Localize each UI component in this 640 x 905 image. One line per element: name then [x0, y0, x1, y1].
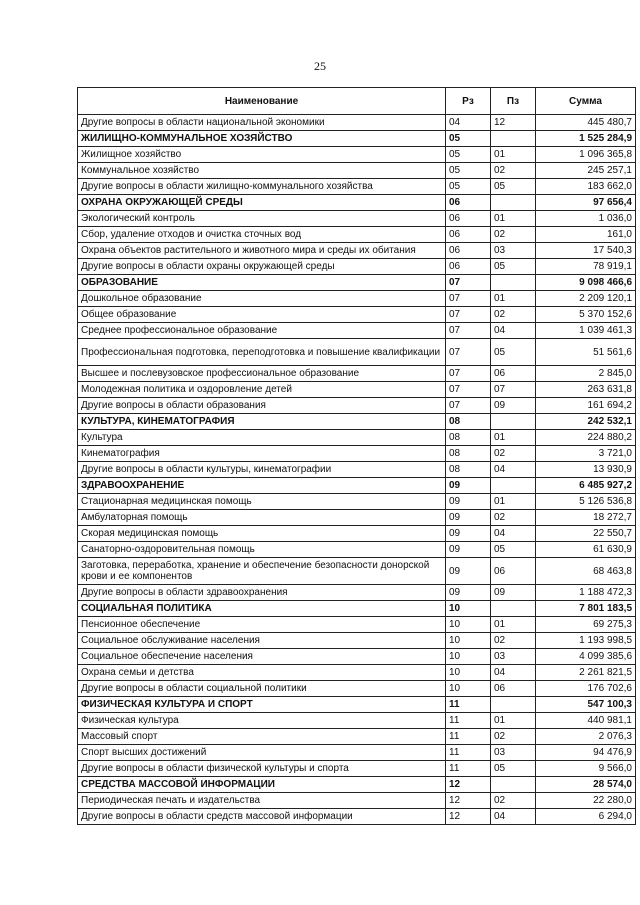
cell-rz: 11: [446, 745, 491, 761]
cell-sum: 94 476,9: [536, 745, 636, 761]
cell-name: Другие вопросы в области социальной политики: [78, 681, 446, 697]
table-row: [78, 227, 636, 243]
table-row: [78, 665, 636, 681]
cell-sum: 440 981,1: [536, 713, 636, 729]
section-row: [78, 195, 636, 211]
cell-rz: 07: [446, 323, 491, 339]
cell-rz: 05: [446, 147, 491, 163]
table-row: [78, 793, 636, 809]
cell-pz: 01: [491, 713, 536, 729]
cell-name: Другие вопросы в области здравоохранения: [78, 585, 446, 601]
cell-pz: [491, 601, 536, 617]
cell-sum: 9 098 466,6: [536, 275, 636, 291]
cell-sum: 547 100,3: [536, 697, 636, 713]
table-row: [78, 291, 636, 307]
cell-name: Амбулаторная помощь: [78, 510, 446, 526]
cell-name: Профессиональная подготовка, переподготовка и повышение квалификации: [78, 339, 446, 366]
table-body: [78, 115, 636, 825]
cell-pz: 02: [491, 729, 536, 745]
cell-sum: 224 880,2: [536, 430, 636, 446]
cell-rz: 12: [446, 809, 491, 825]
cell-pz: 02: [491, 227, 536, 243]
cell-sum: 161 694,2: [536, 398, 636, 414]
cell-pz: 02: [491, 793, 536, 809]
cell-rz: 05: [446, 163, 491, 179]
cell-name: Другие вопросы в области культуры, кинематографии: [78, 462, 446, 478]
cell-name: Другие вопросы в области жилищно-коммунального хозяйства: [78, 179, 446, 195]
cell-rz: 08: [446, 430, 491, 446]
cell-rz: 09: [446, 558, 491, 585]
cell-sum: 1 193 998,5: [536, 633, 636, 649]
table-header-row: [78, 88, 636, 115]
cell-sum: 2 076,3: [536, 729, 636, 745]
cell-rz: 09: [446, 542, 491, 558]
cell-sum: 68 463,8: [536, 558, 636, 585]
table-row: [78, 494, 636, 510]
section-row: [78, 601, 636, 617]
table-row: [78, 633, 636, 649]
table-row: [78, 243, 636, 259]
cell-pz: 01: [491, 430, 536, 446]
table-row: [78, 585, 636, 601]
cell-rz: 07: [446, 339, 491, 366]
cell-rz: 09: [446, 526, 491, 542]
cell-name: Физическая культура: [78, 713, 446, 729]
cell-pz: 05: [491, 339, 536, 366]
table-row: [78, 259, 636, 275]
cell-sum: 1 036,0: [536, 211, 636, 227]
cell-pz: 02: [491, 307, 536, 323]
cell-name: СРЕДСТВА МАССОВОЙ ИНФОРМАЦИИ: [78, 777, 446, 793]
cell-rz: 04: [446, 115, 491, 131]
cell-pz: 09: [491, 585, 536, 601]
cell-name: Периодическая печать и издательства: [78, 793, 446, 809]
cell-rz: 06: [446, 227, 491, 243]
cell-pz: 03: [491, 243, 536, 259]
cell-pz: [491, 777, 536, 793]
cell-rz: 09: [446, 510, 491, 526]
cell-rz: 10: [446, 665, 491, 681]
table-row: [78, 713, 636, 729]
table-row: [78, 323, 636, 339]
cell-sum: 22 280,0: [536, 793, 636, 809]
cell-sum: 242 532,1: [536, 414, 636, 430]
table-row: [78, 147, 636, 163]
cell-sum: 263 631,8: [536, 382, 636, 398]
table-row: [78, 398, 636, 414]
table-row: [78, 558, 636, 585]
cell-pz: 04: [491, 809, 536, 825]
cell-name: Коммунальное хозяйство: [78, 163, 446, 179]
cell-sum: 2 261 821,5: [536, 665, 636, 681]
header-name: Наименование: [78, 88, 446, 115]
cell-sum: 69 275,3: [536, 617, 636, 633]
cell-pz: [491, 131, 536, 147]
cell-rz: 07: [446, 382, 491, 398]
table-row: [78, 617, 636, 633]
table-row: [78, 366, 636, 382]
cell-sum: 2 845,0: [536, 366, 636, 382]
cell-pz: 01: [491, 494, 536, 510]
table-row: [78, 382, 636, 398]
cell-sum: 7 801 183,5: [536, 601, 636, 617]
cell-pz: 07: [491, 382, 536, 398]
cell-name: ЗДРАВООХРАНЕНИЕ: [78, 478, 446, 494]
cell-rz: 10: [446, 633, 491, 649]
cell-sum: 1 525 284,9: [536, 131, 636, 147]
cell-rz: 07: [446, 291, 491, 307]
cell-name: ОБРАЗОВАНИЕ: [78, 275, 446, 291]
cell-rz: 05: [446, 131, 491, 147]
cell-rz: 08: [446, 414, 491, 430]
cell-name: Спорт высших достижений: [78, 745, 446, 761]
cell-pz: 01: [491, 147, 536, 163]
table-row: [78, 462, 636, 478]
cell-rz: 09: [446, 494, 491, 510]
cell-name: Скорая медицинская помощь: [78, 526, 446, 542]
cell-pz: 02: [491, 510, 536, 526]
cell-name: Сбор, удаление отходов и очистка сточных вод: [78, 227, 446, 243]
cell-rz: 07: [446, 307, 491, 323]
cell-sum: 4 099 385,6: [536, 649, 636, 665]
cell-pz: [491, 478, 536, 494]
table-row: [78, 163, 636, 179]
cell-pz: 09: [491, 398, 536, 414]
cell-pz: 12: [491, 115, 536, 131]
cell-sum: 161,0: [536, 227, 636, 243]
cell-pz: 02: [491, 446, 536, 462]
table-row: [78, 179, 636, 195]
cell-name: Другие вопросы в области национальной экономики: [78, 115, 446, 131]
budget-table: [77, 87, 636, 825]
cell-rz: 10: [446, 681, 491, 697]
cell-rz: 12: [446, 793, 491, 809]
cell-pz: 06: [491, 681, 536, 697]
cell-name: Социальное обслуживание населения: [78, 633, 446, 649]
cell-rz: 11: [446, 761, 491, 777]
section-row: [78, 275, 636, 291]
cell-rz: 10: [446, 649, 491, 665]
cell-pz: 06: [491, 366, 536, 382]
cell-sum: 2 209 120,1: [536, 291, 636, 307]
cell-pz: 04: [491, 323, 536, 339]
section-row: [78, 697, 636, 713]
cell-name: Жилищное хозяйство: [78, 147, 446, 163]
cell-pz: [491, 414, 536, 430]
cell-rz: 05: [446, 179, 491, 195]
cell-sum: 5 370 152,6: [536, 307, 636, 323]
cell-pz: [491, 697, 536, 713]
cell-sum: 18 272,7: [536, 510, 636, 526]
header-rz: Рз: [446, 88, 491, 115]
cell-pz: 05: [491, 542, 536, 558]
cell-rz: 11: [446, 697, 491, 713]
cell-name: Высшее и послевузовское профессиональное образование: [78, 366, 446, 382]
cell-rz: 09: [446, 585, 491, 601]
cell-sum: 6 485 927,2: [536, 478, 636, 494]
cell-pz: [491, 275, 536, 291]
cell-sum: 245 257,1: [536, 163, 636, 179]
table-row: [78, 542, 636, 558]
cell-pz: 05: [491, 761, 536, 777]
cell-pz: 05: [491, 179, 536, 195]
cell-pz: 01: [491, 211, 536, 227]
cell-rz: 08: [446, 462, 491, 478]
header-sum: Сумма: [536, 88, 636, 115]
cell-name: Массовый спорт: [78, 729, 446, 745]
cell-sum: 78 919,1: [536, 259, 636, 275]
cell-rz: 06: [446, 259, 491, 275]
cell-name: Другие вопросы в области охраны окружающей среды: [78, 259, 446, 275]
cell-name: Другие вопросы в области образования: [78, 398, 446, 414]
table-row: [78, 307, 636, 323]
cell-name: Среднее профессиональное образование: [78, 323, 446, 339]
cell-sum: 1 188 472,3: [536, 585, 636, 601]
cell-pz: 02: [491, 633, 536, 649]
cell-pz: 01: [491, 617, 536, 633]
cell-name: Санаторно-оздоровительная помощь: [78, 542, 446, 558]
table-row: [78, 729, 636, 745]
table-row: [78, 526, 636, 542]
cell-name: Другие вопросы в области физической культуры и спорта: [78, 761, 446, 777]
cell-name: Экологический контроль: [78, 211, 446, 227]
cell-sum: 51 561,6: [536, 339, 636, 366]
cell-rz: 07: [446, 275, 491, 291]
cell-sum: 1 039 461,3: [536, 323, 636, 339]
cell-name: Охрана объектов растительного и животного мира и среды их обитания: [78, 243, 446, 259]
cell-sum: 445 480,7: [536, 115, 636, 131]
cell-sum: 13 930,9: [536, 462, 636, 478]
cell-sum: 6 294,0: [536, 809, 636, 825]
page-number: 25: [314, 59, 326, 73]
cell-name: Пенсионное обеспечение: [78, 617, 446, 633]
table-row: [78, 211, 636, 227]
cell-rz: 12: [446, 777, 491, 793]
cell-pz: 06: [491, 558, 536, 585]
table-row: [78, 681, 636, 697]
table-row: [78, 115, 636, 131]
cell-name: Другие вопросы в области средств массовой информации: [78, 809, 446, 825]
cell-rz: 10: [446, 601, 491, 617]
table-row: [78, 510, 636, 526]
table-row: [78, 430, 636, 446]
cell-rz: 07: [446, 366, 491, 382]
header-pz: Пз: [491, 88, 536, 115]
cell-sum: 22 550,7: [536, 526, 636, 542]
section-row: [78, 777, 636, 793]
cell-pz: 04: [491, 665, 536, 681]
table-row: [78, 446, 636, 462]
table-row: [78, 339, 636, 366]
section-row: [78, 414, 636, 430]
cell-rz: 07: [446, 398, 491, 414]
cell-pz: [491, 195, 536, 211]
cell-name: Дошкольное образование: [78, 291, 446, 307]
table-row: [78, 809, 636, 825]
cell-name: Охрана семьи и детства: [78, 665, 446, 681]
cell-name: Социальное обеспечение населения: [78, 649, 446, 665]
cell-name: Общее образование: [78, 307, 446, 323]
table-row: [78, 649, 636, 665]
cell-name: ЖИЛИЩНО-КОММУНАЛЬНОЕ ХОЗЯЙСТВО: [78, 131, 446, 147]
cell-name: КУЛЬТУРА, КИНЕМАТОГРАФИЯ: [78, 414, 446, 430]
cell-sum: 176 702,6: [536, 681, 636, 697]
cell-rz: 11: [446, 729, 491, 745]
cell-sum: 9 566,0: [536, 761, 636, 777]
cell-name: Стационарная медицинская помощь: [78, 494, 446, 510]
cell-pz: 04: [491, 462, 536, 478]
section-row: [78, 478, 636, 494]
cell-sum: 3 721,0: [536, 446, 636, 462]
cell-sum: 183 662,0: [536, 179, 636, 195]
cell-name: СОЦИАЛЬНАЯ ПОЛИТИКА: [78, 601, 446, 617]
cell-name: Кинематография: [78, 446, 446, 462]
cell-pz: 01: [491, 291, 536, 307]
cell-pz: 02: [491, 163, 536, 179]
cell-rz: 08: [446, 446, 491, 462]
cell-sum: 97 656,4: [536, 195, 636, 211]
cell-name: ФИЗИЧЕСКАЯ КУЛЬТУРА И СПОРТ: [78, 697, 446, 713]
cell-rz: 10: [446, 617, 491, 633]
cell-name: Заготовка, переработка, хранение и обеспечение безопасности донорской крови и ее компонентов: [78, 558, 446, 585]
cell-pz: 03: [491, 649, 536, 665]
cell-rz: 06: [446, 211, 491, 227]
cell-rz: 09: [446, 478, 491, 494]
cell-sum: 5 126 536,8: [536, 494, 636, 510]
cell-name: Культура: [78, 430, 446, 446]
cell-sum: 61 630,9: [536, 542, 636, 558]
cell-sum: 17 540,3: [536, 243, 636, 259]
table-row: [78, 761, 636, 777]
cell-rz: 06: [446, 195, 491, 211]
cell-rz: 11: [446, 713, 491, 729]
cell-name: ОХРАНА ОКРУЖАЮЩЕЙ СРЕДЫ: [78, 195, 446, 211]
table-row: [78, 745, 636, 761]
cell-rz: 06: [446, 243, 491, 259]
cell-sum: 1 096 365,8: [536, 147, 636, 163]
cell-sum: 28 574,0: [536, 777, 636, 793]
cell-pz: 05: [491, 259, 536, 275]
cell-pz: 04: [491, 526, 536, 542]
cell-name: Молодежная политика и оздоровление детей: [78, 382, 446, 398]
section-row: [78, 131, 636, 147]
cell-pz: 03: [491, 745, 536, 761]
